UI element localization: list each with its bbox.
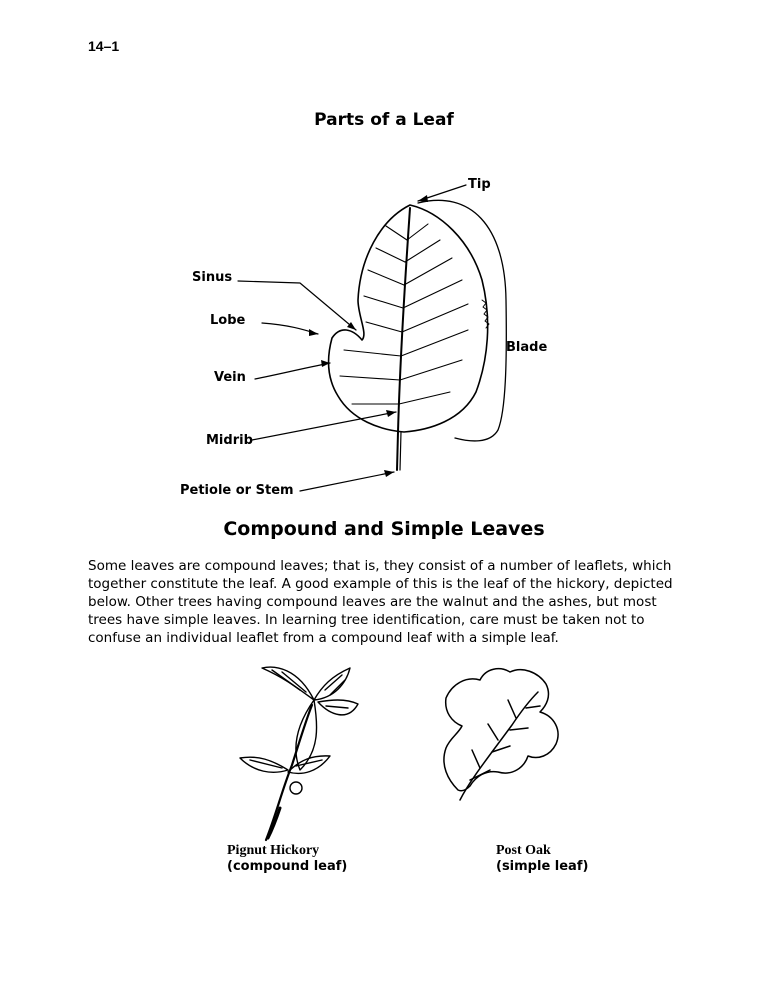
figure-type: (compound leaf): [227, 859, 348, 874]
label-tip: Tip: [468, 177, 491, 192]
figure-type: (simple leaf): [496, 859, 589, 874]
label-lobe: Lobe: [210, 313, 246, 328]
label-petiole: Petiole or Stem: [180, 483, 294, 498]
figure-caption-hickory: [227, 843, 347, 874]
figure-caption-post-oak: [496, 843, 588, 874]
label-midrib: Midrib: [206, 433, 253, 448]
page-number: 14–1: [88, 38, 120, 54]
figure-name: Pignut Hickory: [227, 843, 320, 858]
label-sinus: Sinus: [192, 270, 233, 285]
label-vein: Vein: [214, 370, 246, 385]
page-title: Parts of a Leaf: [314, 110, 454, 130]
figure-name: Post Oak: [496, 843, 551, 858]
section-heading: Compound and Simple Leaves: [223, 518, 545, 540]
label-blade: Blade: [506, 340, 548, 355]
body-paragraph: Some leaves are compound leaves; that is, they consist of a number of leaflets, which together constitute the leaf. A good example of this is the leaf of the hickory, depicted below. Other trees having compound leaves are the walnut and the ashes, but most trees have simple leaves. In learning tree identification, care must be taken not to confuse an individual leaflet from a compound leaf with a simple leaf.: [88, 558, 673, 646]
